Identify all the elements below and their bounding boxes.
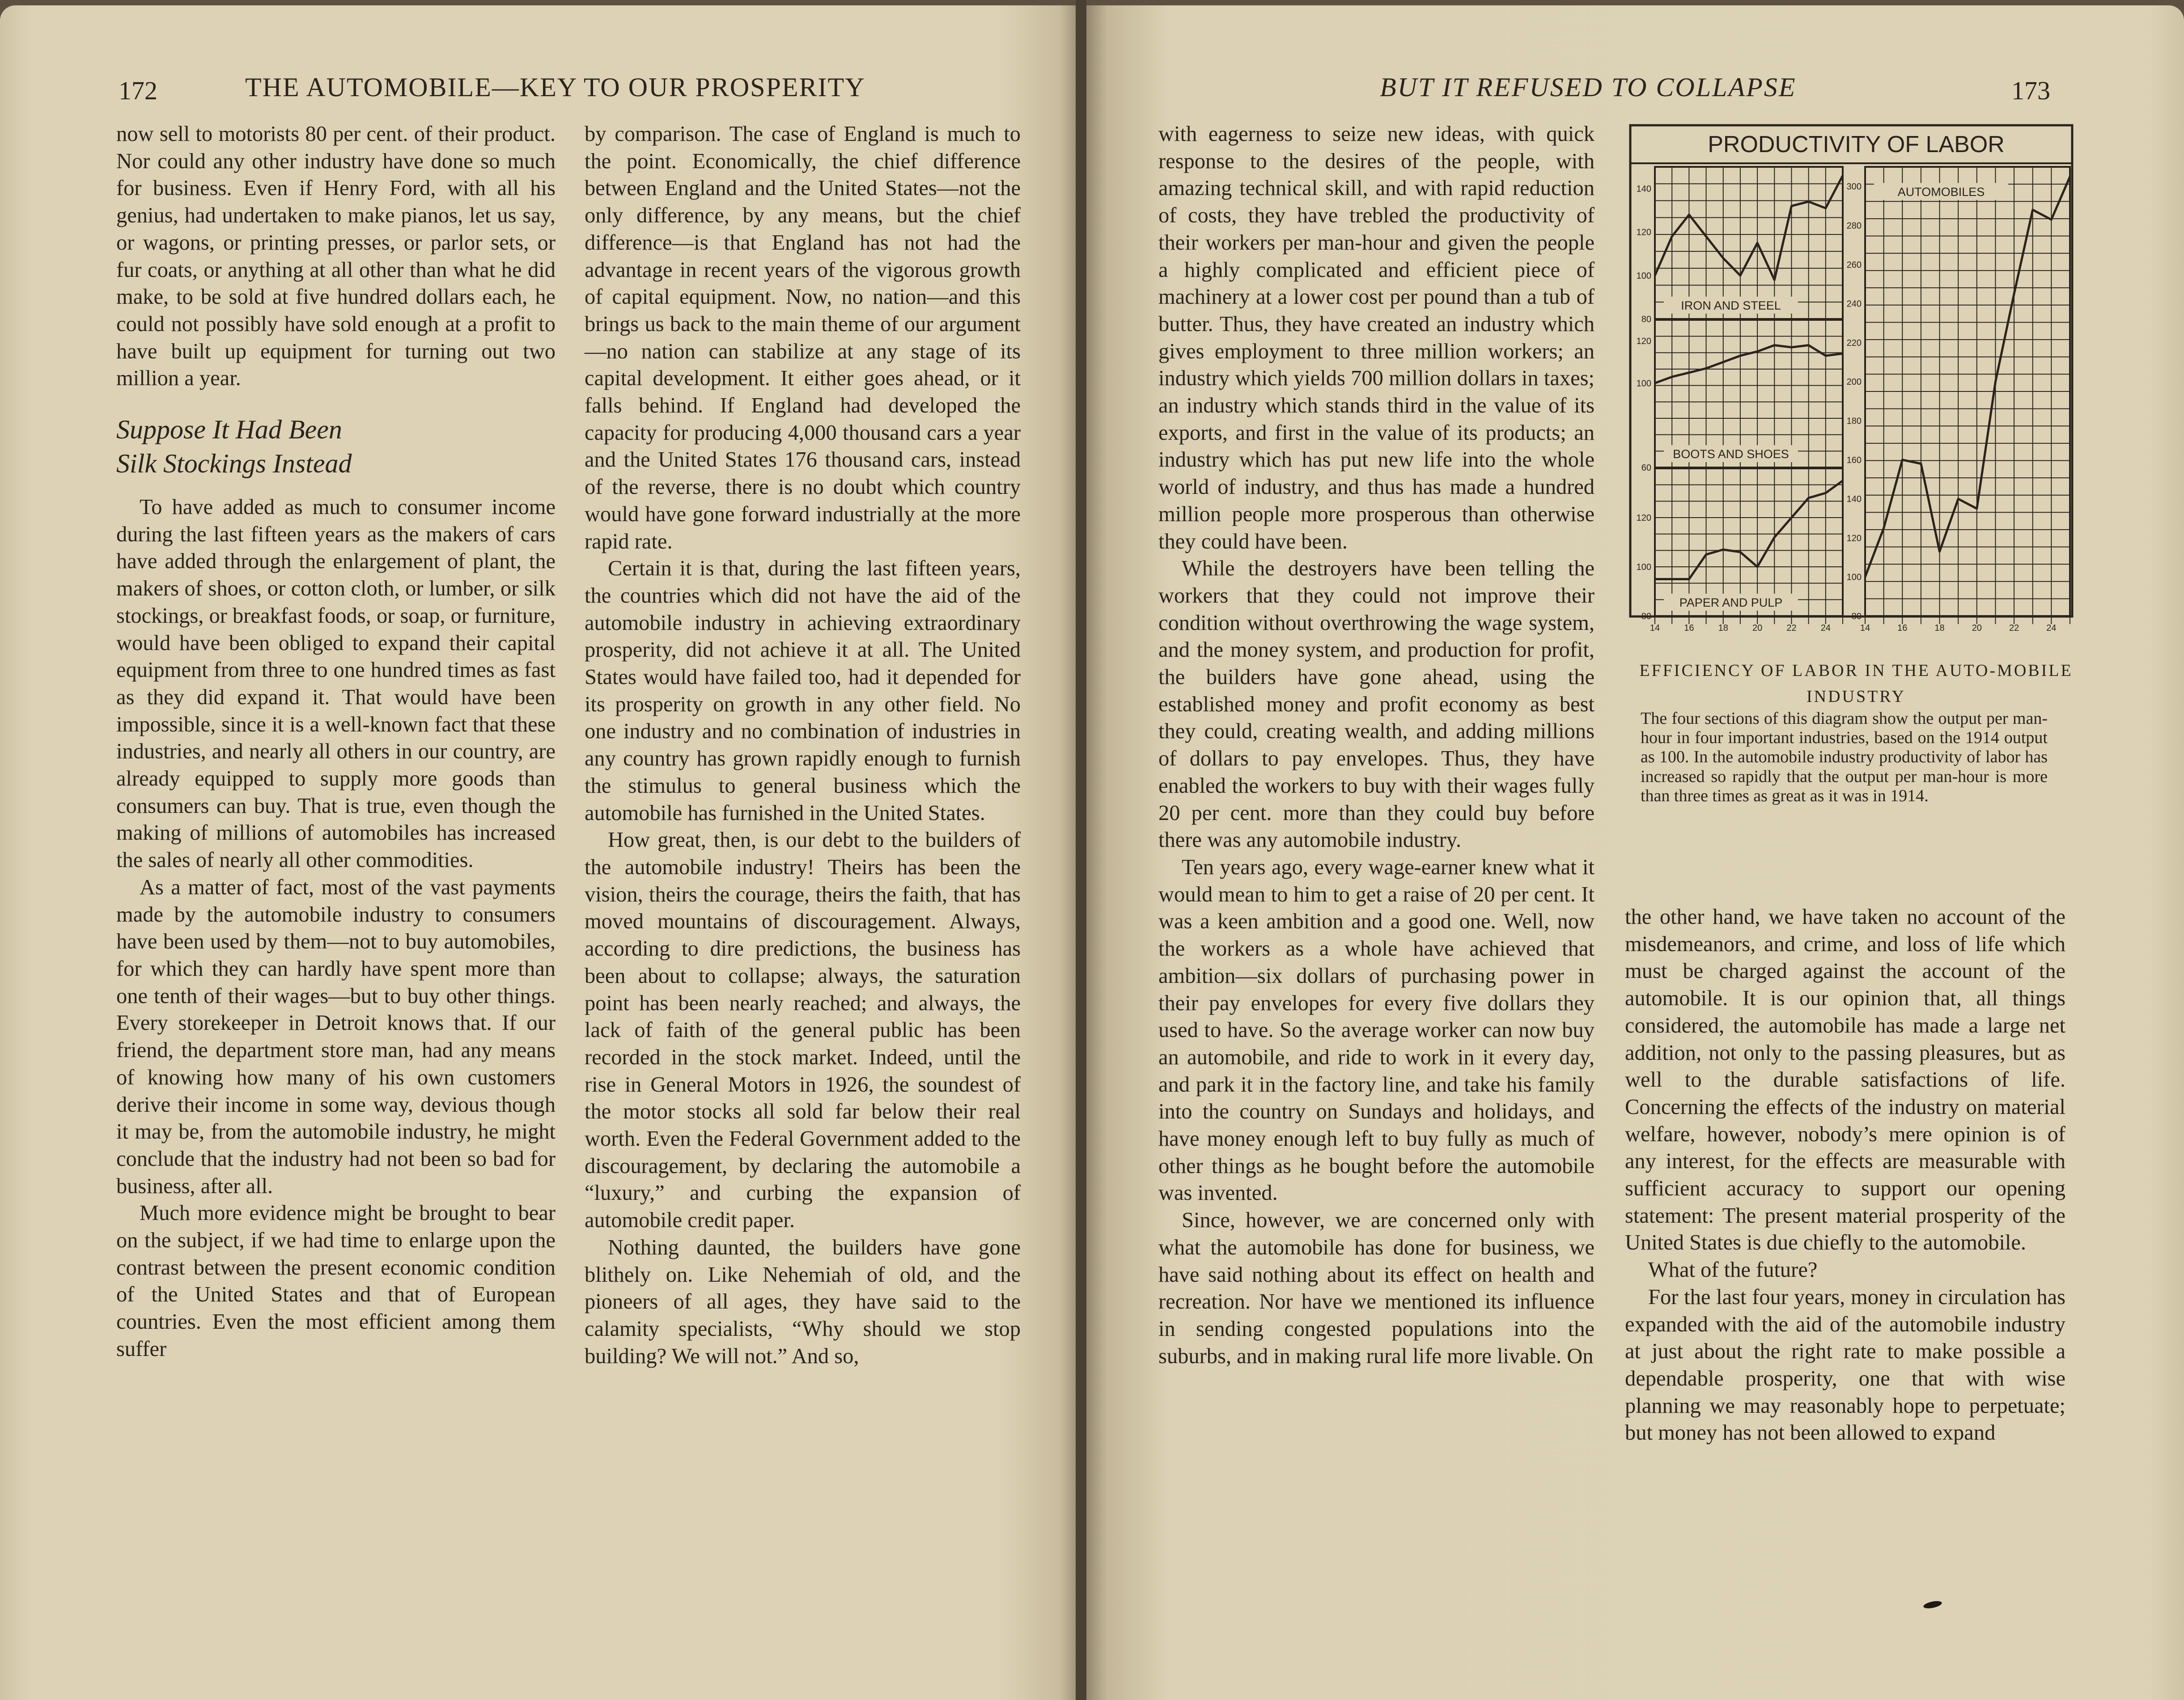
right-page-number: 173	[2011, 76, 2050, 105]
paragraph: the other hand, we have taken no account of the misdemeanors, and crime, and loss of life which must be charged against the account of the automobile. It is our opinion that, all things considered, the automobile has made a large net addition, not only to the passing pleasures, but as well to the durable satisfactions of life. Concerning the effects of the industry on material welfare, however, nobody’s mere opinion is of any interest, for the effects are measurable with sufficient accuracy to support our opening statement: The present material prosperity of the United States is due chiefly to the automobile.	[1625, 905, 2065, 1255]
panel-label: PAPER AND PULP	[1679, 596, 1783, 609]
y-tick-label: 160	[1846, 455, 1862, 465]
paragraph: Certain it is that, during the last fifteen years, the countries which did not have the aid of the automobile industry in achieving extraordinary prosperity, did not achieve it at all. The United States would have failed too, had it depended for its prosperity on growth in any other field. No one industry and no combination of industries in any country has grown rapidly enough to furnish the stimulus to general business which the automobile has furnished in the United States.	[585, 557, 1021, 825]
productivity-chart-svg	[1628, 123, 2075, 633]
paragraph: What of the future?	[1648, 1258, 1818, 1282]
paragraph: As a matter of fact, most of the vast payments made by the automobile industry to consumers have been used by them—not to buy automobiles, for which they can hardly have spent more than one tenth of their wages—but to buy other things. Every storekeeper in Detroit knows that. If our friend, the department store man, had any means of knowing how many of his own customers derive their income in some way, devious though it may be, from the automobile industry, he might conclude that the industry had not been so bad for business, after all.	[116, 875, 556, 1198]
book-gutter	[1076, 0, 1086, 1700]
y-tick-label: 220	[1846, 338, 1862, 348]
series-line	[1655, 481, 1843, 579]
right-running-head: BUT IT REFUSED TO COLLAPSE	[1380, 72, 1797, 102]
y-tick-label: 80	[1641, 314, 1651, 324]
paragraph: For the last four years, money in circulation has expanded with the aid of the automobile industry at just about the right rate to make possible a dependable prosperity, one that with wise planning we may reasonably hope to perpetuate; but money has not been allowed to expand	[1625, 1285, 2065, 1445]
y-tick-label: 260	[1846, 260, 1862, 270]
subheading-line-1: Suppose It Had Been	[116, 415, 342, 445]
left-column-1	[116, 121, 556, 1363]
left-column-2	[585, 121, 1021, 1370]
paragraph: with eagerness to seize new ideas, with quick response to the desires of the people, with amazing technical skill, and with rapid reduction of costs, they have trebled the productivity of their workers per man-hour and given the people a highly complicated and efficient piece of machinery at a lower cost per pound than a tub of butter. Thus, they have created an industry which gives employment to three million workers; an industry which yields 700 million dollars in taxes; an industry which stands third in the value of its exports, and first in the value of its products; an industry which has put new life into the whole world of industry, and thus has made a hundred million people more prosperous than otherwise they could have been.	[1158, 122, 1595, 553]
x-tick-label: 24	[1820, 623, 1831, 633]
paragraph: How great, then, is our debt to the builders of the automobile industry! Theirs has been the vision, theirs the courage, theirs the faith, that has moved mountains of discouragement. Always, according to dire predictions, the business has been about to collapse; always, the saturation point has been nearly reached; and always, the lack of faith of the general public has been recorded in the stock market. Indeed, until the rise in General Motors in 1926, the soundest of the motor stocks all sold far below their real worth. Even the Federal Government added to the discouragement, by declaring the automobile a “luxury,” and curbing the expansion of automobile credit paper.	[585, 828, 1021, 1232]
x-tick-label: 20	[1972, 623, 1982, 633]
x-tick-label: 22	[1786, 623, 1797, 633]
paragraph: Since, however, we are concerned only with what the automobile has done for business, we have said nothing about its effect on health and recreation. Nor have we mentioned its influence in sending congested populations into the suburbs, and in making rural life more livable. On	[1158, 1208, 1595, 1368]
x-tick-label: 16	[1684, 623, 1694, 633]
series-line	[1655, 175, 1843, 280]
paragraph: by comparison. The case of England is much to the point. Economically, the chief difference between England and the United States—not the only difference, by any means, but the chief difference—is that England has not had the advantage in recent years of the vigorous growth of capital equipment. Now, no nation—and this brings us back to the main theme of our argument—no nation can stabilize at any stage of its capital development. It either goes ahead, or it falls behind. If England had developed the capacity for producing 4,000 thousand cars a year and the United States 176 thousand cars, instead of the reverse, there is no doubt which country would have gone forward industrially at the more rapid rate.	[585, 122, 1021, 553]
panel-label: IRON AND STEEL	[1681, 299, 1781, 312]
y-tick-label: 280	[1846, 221, 1862, 231]
y-tick-label: 300	[1846, 182, 1862, 192]
figure-caption-title: EFFICIENCY OF LABOR IN THE AUTO-MOBILE INDUSTRY	[1639, 661, 2073, 706]
y-tick-label: 60	[1641, 463, 1651, 473]
productivity-chart	[1628, 123, 2075, 633]
y-tick-label: 200	[1846, 377, 1862, 387]
chart-title: PRODUCTIVITY OF LABOR	[1708, 132, 2005, 157]
y-tick-label: 120	[1846, 533, 1862, 544]
paragraph: now sell to motorists 80 per cent. of their product. Nor could any other industry have done so much for business. Even if Henry Ford, with all his genius, had undertaken to make pianos, let us say, or wagons, or printing presses, or parlor sets, or fur coats, or anything at all other than what he did make, to be sold at five hundred dollars each, he could not possibly have sold enough at a profit to have built up equipment for turning out two million a year.	[116, 122, 556, 391]
series-line	[1865, 177, 2070, 577]
paragraph: To have added as much to consumer income during the last fifteen years as the makers of cars have added through the enlargement of plant, the makers of shoes, or cotton cloth, or lumber, or silk stockings, or breakfast foods, or soap, or furniture, would have been obliged to expand their capital equipment from three to one hundred times as fast as they did expand it. That would have been impossible, since it is a well-known fact that these industries, and nearly all others in our country, are already equipped to supply more goods than consumers can buy. That is true, even though the making of millions of automobiles has increased the sales of nearly all other commodities.	[116, 495, 556, 872]
y-tick-label: 180	[1846, 416, 1862, 426]
left-page-number: 172	[119, 76, 157, 105]
panel-frame	[1655, 167, 1843, 319]
panel-label: AUTOMOBILES	[1897, 185, 1985, 199]
y-tick-label: 140	[1636, 184, 1651, 194]
series-line	[1655, 345, 1843, 383]
y-tick-label: 100	[1636, 378, 1651, 389]
x-tick-label: 18	[1934, 623, 1945, 633]
x-tick-label: 24	[2046, 623, 2057, 633]
y-tick-label: 100	[1636, 271, 1651, 281]
y-tick-label: 120	[1636, 227, 1651, 238]
x-tick-label: 14	[1860, 623, 1870, 633]
x-tick-label: 22	[2009, 623, 2019, 633]
paragraph: Much more evidence might be brought to bear on the subject, if we had time to enlarge upon the contrast between the present economic condition of the United States and that of European countries. Even the most efficient among them suffer	[116, 1201, 556, 1361]
x-tick-label: 14	[1650, 623, 1660, 633]
paragraph: Nothing daunted, the builders have gone blithely on. Like Nehemiah of old, and the pioneers of all ages, they have said to the calamity specialists, “Why should we stop building? We will not.” And so,	[585, 1235, 1021, 1368]
right-column-1	[1158, 121, 1595, 1370]
y-tick-label: 100	[1846, 572, 1862, 582]
y-tick-label: 80	[1851, 612, 1862, 621]
y-tick-label: 140	[1846, 494, 1862, 505]
y-tick-label: 120	[1636, 336, 1651, 347]
panel-label: BOOTS AND SHOES	[1673, 447, 1789, 461]
subheading-line-2: Silk Stockings Instead	[116, 449, 352, 479]
paragraph: While the destroyers have been telling the workers that they could not improve their condition without overthrowing the wage system, and the money system, and production for profit, the builders have gone ahead, using the established money and profit economy as best they could, creating wealth, and adding millions of dollars to pay envelopes. Thus, they have enabled the workers to buy with their wages fully 20 per cent. more than they could buy before there was any automobile industry.	[1158, 557, 1595, 852]
right-column-2	[1625, 904, 2065, 1447]
figure-caption-body: The four sections of this diagram show the output per man-hour in four important industries, based on the 1914 output as 100. In the automobile industry productivity of labor has increased so rapidly that the output per man-hour is more than three times as great as it was in 1914.	[1641, 709, 2048, 805]
x-tick-label: 18	[1718, 623, 1728, 633]
y-tick-label: 120	[1636, 513, 1651, 523]
y-tick-label: 100	[1636, 562, 1651, 572]
paragraph: Ten years ago, every wage-earner knew what it would mean to him to get a raise of 20 per cent. It was a keen ambition and a good one. Well, now the workers as a whole have achieved that ambition—six dollars of purchasing power in their pay envelopes for every five dollars they used to have. So the average worker can now buy an automobile, and ride to work in it every day, and park it in the factory line, and take his family into the country on Sundays and holidays, and have money enough left to buy fully as much of other things as he bought before the automobile was invented.	[1158, 855, 1595, 1205]
y-tick-label: 240	[1846, 299, 1862, 309]
x-tick-label: 20	[1752, 623, 1763, 633]
left-running-head: THE AUTOMOBILE—KEY TO OUR PROSPERITY	[245, 72, 865, 102]
y-tick-label: 80	[1641, 612, 1651, 621]
x-tick-label: 16	[1897, 623, 1908, 633]
